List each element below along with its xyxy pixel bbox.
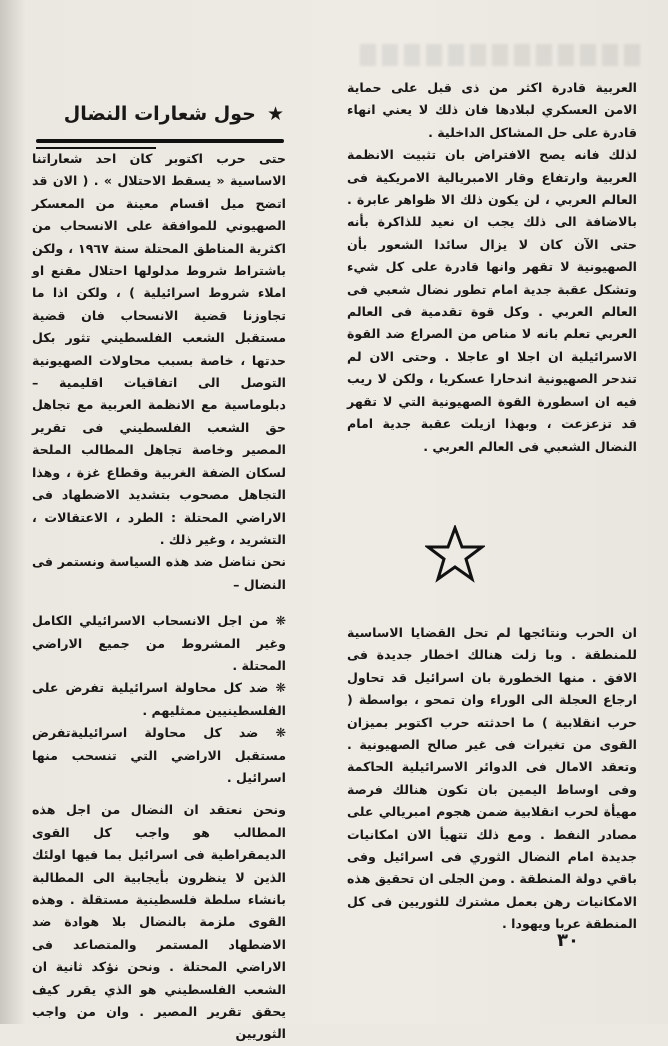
demands-list (32, 610, 286, 789)
star-icon: ★ (266, 103, 284, 125)
page-number: ٣٠ (557, 930, 579, 951)
paragraph: لذلك فانه يصح الافتراض بان تثبيت الانظمة العربية وارتفاع وقار الامبريالية الامريكية فى العالم العربي ، لن يكون ذلك الا ظواهر عابرة . بالاضافة الى ذلك يجب ان نعيد للذاكرة بأنه حتى الآن كان لا يزال سائدا الشعور بأن الصهيونية لا تقهر وانها قادرة على كل شيء وتشكل عقبة جدية امام تطور نضال شعبي فى العالم العربي . وكل قوة تقدمية فى العالم العربي تعلم بانه لا مناص من الصراع ضد القوة الاسرائيلية ان اجلا او عاجلا . وحتى الان لم تندحر الصهيونية اندحارا عسكريا ، ولكن لا ريب فيه ان اسطورة القوة الصهيونية التي لا تقهر قد تزعزعت ، وبهذا ازيلت عقبة جدية امام النضال الشعبي فى العالم العربي . (347, 147, 637, 454)
list-item: ❋ من اجل الانسحاب الاسرائيلي الكامل وغير المشروط من جميع الاراضي المحتلة . (32, 613, 286, 673)
paragraph: ان الحرب ونتائجها لم تحل القضايا الاساسية للمنطقة . وبا زلت هنالك اخطار جديدة فى الافق . منها الخطورة بان اسرائيل قد تحاول ارجاع العجلة الى الوراء وان تمحو ، بواسطة ( حرب انقلابية ) ما احدثته حرب اكتوبر بميزان القوى من تغيرات فى غير صالح الصهيونية . وتعقد الامال فى الدوائر الاسرائيلية الحاكمة وفى اوساط اليمين بان تكون هنالك فرصة مهيأة لحرب انقلابية ضمن هجوم امبريالي على مصادر النفط . ومع ذلك تتهيأ الان امكانيات جديدة امام النضال الثوري فى اسرائيل وفى باقي دولة المنطقة . ومن الجلى ان تحقيق هذه الامكانيات رهن بعمل مشترك للثوريين فى كل المنطقة عربا ويهودا . (347, 625, 637, 932)
asterisk-icon: ❋ (275, 725, 286, 741)
right-column-top (347, 77, 637, 458)
list-item: ❋ ضد كل محاولة اسرائيلية تفرض على الفلسطينيين ممثليهم . (32, 680, 286, 718)
section-title: حول شعارات النضال (63, 103, 256, 125)
heading-rule (36, 139, 284, 143)
right-column-bottom (347, 622, 637, 936)
list-item: ❋ ضد كل محاولة اسرائيليةتفرض مستقبل الاراضي التي تنسحب منها اسرائيل . (32, 725, 286, 785)
paragraph: نحن نناضل ضد هذه السياسة ونستمر فى النضال – (32, 554, 286, 592)
star-ornament-icon (425, 525, 485, 585)
bleed-through-text (360, 44, 640, 66)
paragraph: حتى حرب اكتوبر كان احد شعاراتنا الاساسية « يسقط الاحتلال » . ( الان قد اتضح ميل اقسام معينة من المعسكر الصهيوني للموافقة على الانسحاب من اكثرية المناطق المحتلة سنة ١٩٦٧ ، ولكن باشتراط شروط مدلولها احتلال مقنع او املاء شروط اسرائيلية ) ، ولكن اذا ما تجاوزنا قضية الانسحاب فان قضية مستقبل الشعب الفلسطيني تثور بكل حدتها ، خاصة بسبب محاولات الصهيونية التوصل الى اتفاقيات اقليمية – دبلوماسية مع الانظمة العربية مع تجاهل حق الشعب الفلسطيني فى تقرير المصير وخاصة تجاهل المطالب الملحة لسكان الضفة الغربية وقطاع غزة ، وهذا التجاهل مصحوب بتشديد الاضطهاد فى الاراضي المحتلة : الطرد ، الاعتقالات ، التشريد ، وغير ذلك . (32, 151, 286, 547)
paragraph: ونحن نعتقد ان النضال من اجل هذه المطالب هو واجب كل القوى الديمقراطية فى اسرائيل بما فيها اولئك الذين لا ينظرون بأيجابية الى المطالبة بانشاء سلطة فلسطينية مستقلة . وهذه القوى ملزمة بالنضال بلا هوادة ضد الاضطهاد المستمر والمتصاعد فى الاراضي المحتلة . ونحن نؤكد ثانية ان الشعب الفلسطيني هو الذي يقرر كيف يحقق تقرير المصير . وان من واجب الثوريين (32, 802, 286, 1042)
asterisk-icon: ❋ (275, 613, 286, 629)
asterisk-icon: ❋ (275, 680, 286, 696)
paragraph: العربية قادرة اكثر من ذى قبل على حماية الامن العسكري لبلادها فان ذلك لا يعني انهاء قادرة على حل المشاكل الداخلية . (347, 80, 637, 140)
left-column (32, 148, 286, 1046)
section-heading (36, 103, 284, 147)
